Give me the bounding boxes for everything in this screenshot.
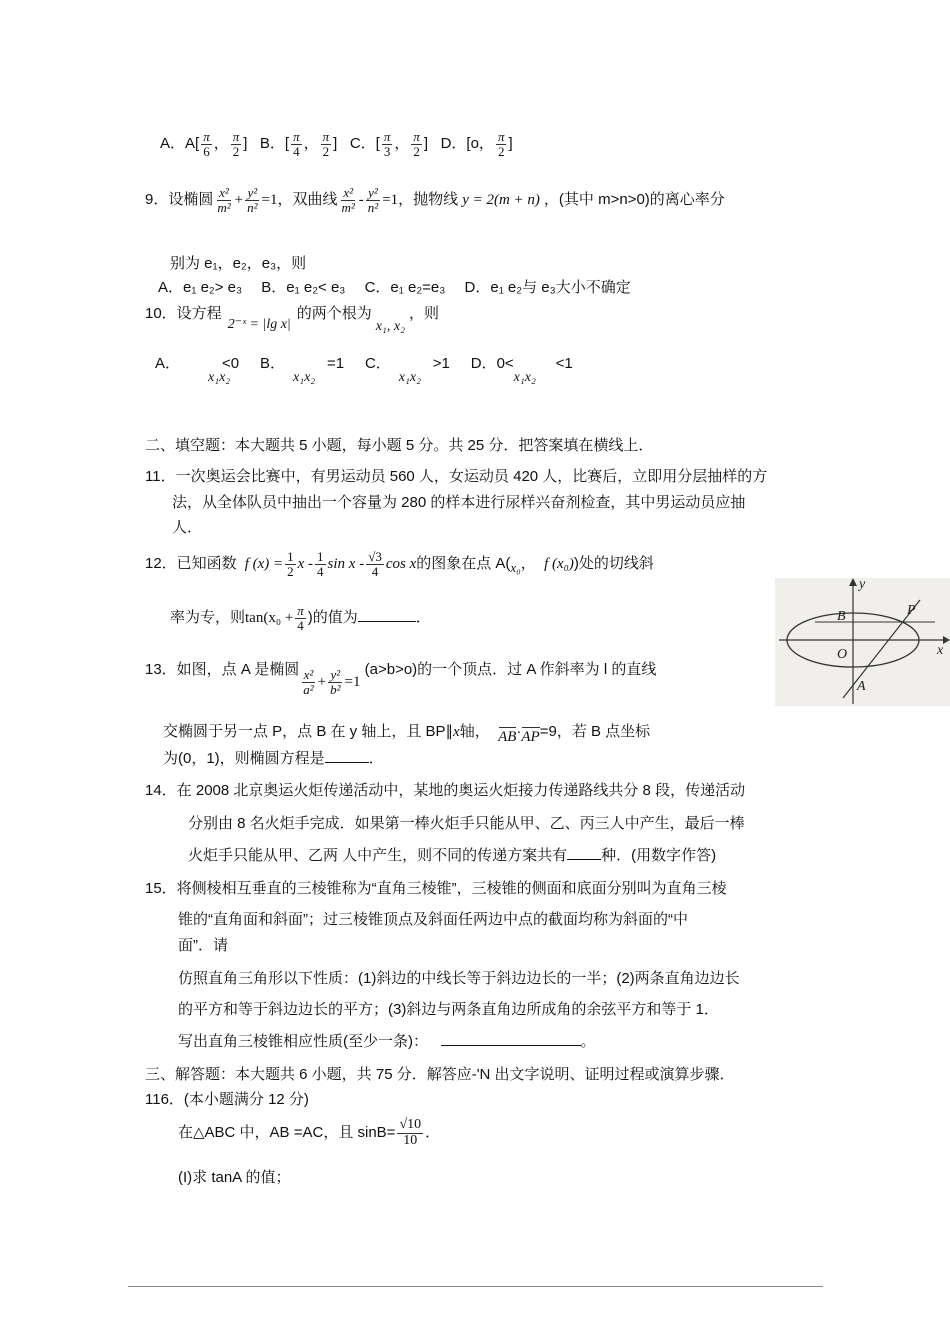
den: 2 (413, 143, 420, 159)
q13-number: 13．如图，点 A 是椭圆 (145, 661, 300, 679)
q10-options (155, 352, 573, 385)
text: =9，若 B 点坐标 (539, 723, 651, 740)
x1x2: x₁x₂ (208, 370, 231, 385)
answer-blank[interactable] (567, 845, 601, 860)
q8-option-c-label: C．[ (349, 135, 380, 153)
num: π (293, 129, 300, 144)
frac-1-2 (285, 550, 296, 578)
q12-number: 12．已知函数 (145, 555, 237, 573)
q8-options (160, 130, 513, 158)
answer-blank[interactable] (441, 1031, 581, 1046)
section-2-heading: 二、填空题：本大题共 5 小题，每小题 5 分。共 25 分．把答案填在横线上． (145, 437, 654, 454)
label-a: A (857, 679, 866, 694)
bracket: ] (423, 135, 429, 153)
vector-ab: AB (498, 729, 517, 745)
num: π (232, 129, 240, 144)
frac-x2-m2 (340, 186, 357, 214)
x1x2: x₁x₂ (292, 370, 316, 385)
text: 率为专，则 (170, 609, 246, 627)
den: m² (341, 199, 355, 215)
den: 6 (203, 143, 210, 159)
q14-line2: 分别由 8 名火炬手完成．如果第一棒火炬手只能从甲、乙、丙三人中产生，最后一棒 (188, 815, 745, 832)
text: 。 (580, 1033, 596, 1050)
footer-divider (128, 1286, 823, 1287)
den: 4 (371, 563, 379, 579)
text: 的两个根为 (296, 305, 372, 322)
q10-option-c-label: C． (364, 355, 391, 372)
minus: - (358, 192, 364, 209)
q15-line3: 面”．请 (178, 937, 228, 954)
frac-pi-2 (231, 130, 242, 158)
q15-line6 (178, 1030, 596, 1051)
q13-line2 (163, 720, 651, 745)
q15-line1: 15．将侧棱相互垂直的三棱锥称为“直角三棱锥”，三棱锥的侧面和底面分别叫为直角三棱 (145, 880, 727, 897)
text: 火炬手只能从甲、乙两 人中产生，则不同的传递方案共有 (188, 847, 568, 864)
x1x2: x₁x₂ (398, 370, 421, 385)
text: 的图象在点 A( (416, 555, 511, 573)
den: m² (217, 199, 231, 215)
text: ，双曲线 (277, 191, 338, 209)
text: 轴， (459, 723, 490, 740)
bracket: ] (243, 135, 248, 153)
text: 写出直角三棱锥相应性质(至少一条)： (178, 1033, 428, 1050)
frac-pi-4 (291, 130, 302, 158)
x1x2: x₁x₂ (513, 370, 536, 385)
answer-blank[interactable] (325, 748, 369, 763)
sep: ， (520, 555, 536, 573)
q15-line5: 的平方和等于斜边边长的平方；(3)斜边与两条直角边所成角的余弦平方和等于 1． (178, 1001, 719, 1018)
q15-line4: 仿照直角三角形以下性质：(1)斜边的中线长等于斜边边长的一半；(2)两条直角边边长 (178, 970, 740, 987)
q11-line2: 法，从全体队员中抽出一个容量为 280 的样本进行尿样兴奋剂检查，其中男运动员应抽 (172, 494, 746, 511)
num: y² (330, 667, 341, 682)
frac-1-4 (315, 550, 326, 578)
num: x² (219, 185, 229, 200)
q9-line2: 别为 e₁，e₂，e₃，则 (170, 255, 307, 272)
q10-number: 10．设方程 (145, 305, 222, 322)
frac-y2-n2 (366, 186, 380, 214)
q10-option-b-label: B． (259, 355, 285, 372)
den: b² (330, 681, 341, 697)
q8-option-b-label: B．[ (259, 135, 290, 153)
text: >1 (432, 355, 450, 372)
num: √3 (368, 549, 382, 564)
label-x: x (937, 643, 944, 658)
dot-product: · (516, 723, 522, 740)
frac-sqrt10-10 (397, 1118, 423, 1148)
text: <1 (555, 355, 573, 372)
text: ，抛物线 (398, 191, 459, 209)
num: x² (343, 185, 353, 200)
num: π (203, 129, 210, 144)
num: 1 (317, 549, 324, 564)
q9-line1 (145, 186, 725, 214)
plus: + (234, 192, 244, 209)
label-o: O (837, 647, 848, 662)
bracket: ] (333, 135, 338, 153)
text: 种．(用数字作答) (601, 847, 717, 864)
den: 4 (297, 617, 304, 633)
text: ． (415, 609, 431, 627)
fx0: f (x₀) (544, 556, 574, 573)
den: 2 (232, 143, 240, 159)
x-axis-arrow (943, 636, 950, 644)
sep: ， (303, 135, 319, 153)
term: cos x (385, 556, 417, 573)
x-var: x (453, 724, 460, 740)
den: a² (303, 681, 314, 697)
num: π (413, 129, 420, 144)
roots: x₁, x₂ (375, 319, 405, 334)
equals-one: =1 (261, 192, 278, 209)
frac-sqrt3-4 (366, 550, 384, 578)
sep: ， (213, 135, 229, 153)
q8-option-a-label: A．A[ (160, 135, 200, 153)
y-axis-arrow (849, 578, 857, 586)
q12-line1 (145, 550, 654, 578)
den: n² (247, 199, 258, 215)
den: 4 (317, 563, 324, 579)
q9-number: 9．设椭圆 (145, 191, 214, 209)
frac-pi-3 (382, 130, 393, 158)
label-b: B (837, 609, 846, 624)
num: π (322, 129, 330, 144)
label-p: P (907, 603, 916, 618)
den: 2 (287, 563, 294, 579)
q14-line1: 14．在 2008 北京奥运火炬传递活动中，某地的奥运火炬接力传递路线共分 8 段，传递活动 (145, 782, 746, 799)
q10-option-a-label: A． (155, 355, 181, 372)
frac-pi-2 (411, 130, 422, 158)
frac-y2-n2 (245, 186, 259, 214)
text: ，则 (408, 305, 439, 322)
frac-x2-a2 (301, 668, 315, 696)
text: <0 (222, 355, 240, 372)
q8-option-d-label: D．[o， (440, 135, 494, 153)
bracket: ] (508, 135, 513, 153)
frac-y2-b2 (328, 668, 342, 696)
label-y: y (859, 578, 866, 592)
q11-line3: 人． (172, 519, 203, 536)
num: π (497, 129, 505, 144)
tan-expr: tan(x₀ + (245, 610, 294, 627)
ellipse-figure (775, 578, 950, 706)
vector-ap: AP (521, 729, 540, 745)
equals-one: =1 (382, 192, 399, 209)
num: π (297, 603, 304, 618)
q10-equation: 2⁻ˣ = |lg x| (227, 317, 291, 332)
text: )处的切线斜 (573, 555, 654, 573)
num: π (383, 129, 391, 144)
num: y² (247, 185, 258, 200)
plus: + (317, 674, 327, 691)
term: x - (297, 556, 314, 573)
q13-line1 (145, 656, 657, 697)
text: ． (425, 1124, 441, 1142)
q9-options: A．e₁ e₂> e₃ B．e₁ e₂< e₃ C．e₁ e₂=e₃ D．e₁ e₂与 e₃大小不确定 (158, 279, 631, 296)
q10-line1 (145, 302, 439, 334)
num: 1 (287, 549, 294, 564)
q15-line2: 锥的“直角面和斜面”；过三棱锥顶点及斜面任两边中点的截面均称为斜面的“中 (178, 911, 688, 928)
sep: ， (394, 135, 410, 153)
num: x² (303, 667, 314, 682)
text: 交椭圆于另一点 P，点 B 在 y 轴上，且 BP∥ (163, 723, 454, 740)
num: y² (368, 185, 378, 200)
text: 在△ABC 中，AB =AC，且 sinB= (178, 1124, 396, 1142)
num: √10 (399, 1117, 422, 1132)
text: =1 (326, 355, 345, 372)
text: 为(0，1)，则椭圆方程是 (163, 750, 325, 767)
q14-line3 (188, 844, 716, 865)
frac-pi-4 (295, 604, 306, 632)
text: ，(其中 m>n>0)的离心率分 (543, 191, 725, 209)
parabola-eq: y = 2(m + n) (462, 192, 540, 209)
den: 3 (383, 143, 391, 159)
text: )的值为 (307, 609, 358, 627)
text: (a>b>o)的一个顶点．过 A 作斜率为 l 的直线 (364, 661, 657, 679)
den: 4 (293, 143, 300, 159)
answer-blank[interactable] (358, 607, 416, 622)
term: sin x - (327, 556, 365, 573)
den: 10 (403, 1132, 418, 1148)
q11-line1: 11．一次奥运会比赛中，有男运动员 560 人，女运动员 420 人，比赛后，立即用分层抽样的方 (145, 468, 768, 485)
q16-line3: (I)求 tanA 的值； (178, 1169, 291, 1186)
q16-line2 (178, 1118, 440, 1148)
den: n² (367, 199, 379, 215)
q12-line2 (170, 604, 431, 632)
frac-x2-m2 (215, 186, 232, 214)
q13-ellipse-eq (299, 668, 360, 696)
den: 2 (322, 143, 330, 159)
frac-pi-2 (321, 130, 332, 158)
q13-line3 (163, 747, 384, 768)
ellipse-diagram (775, 578, 950, 706)
fx: f (x) = (244, 556, 284, 573)
den: 2 (497, 143, 505, 159)
frac-pi-6 (201, 130, 212, 158)
section-3-heading: 三、解答题：本大题共 6 小题，共 75 分．解答应-'N 出文字说明、证明过程或演算步骤． (145, 1066, 735, 1083)
frac-pi-2 (496, 130, 507, 158)
equals-one: =1 (344, 674, 361, 691)
q10-option-d-label: D．0< (470, 355, 514, 372)
q16-number: 116．(本小题满分 12 分) (145, 1091, 309, 1108)
x0: x₀ (510, 560, 521, 576)
text: ． (368, 750, 384, 767)
